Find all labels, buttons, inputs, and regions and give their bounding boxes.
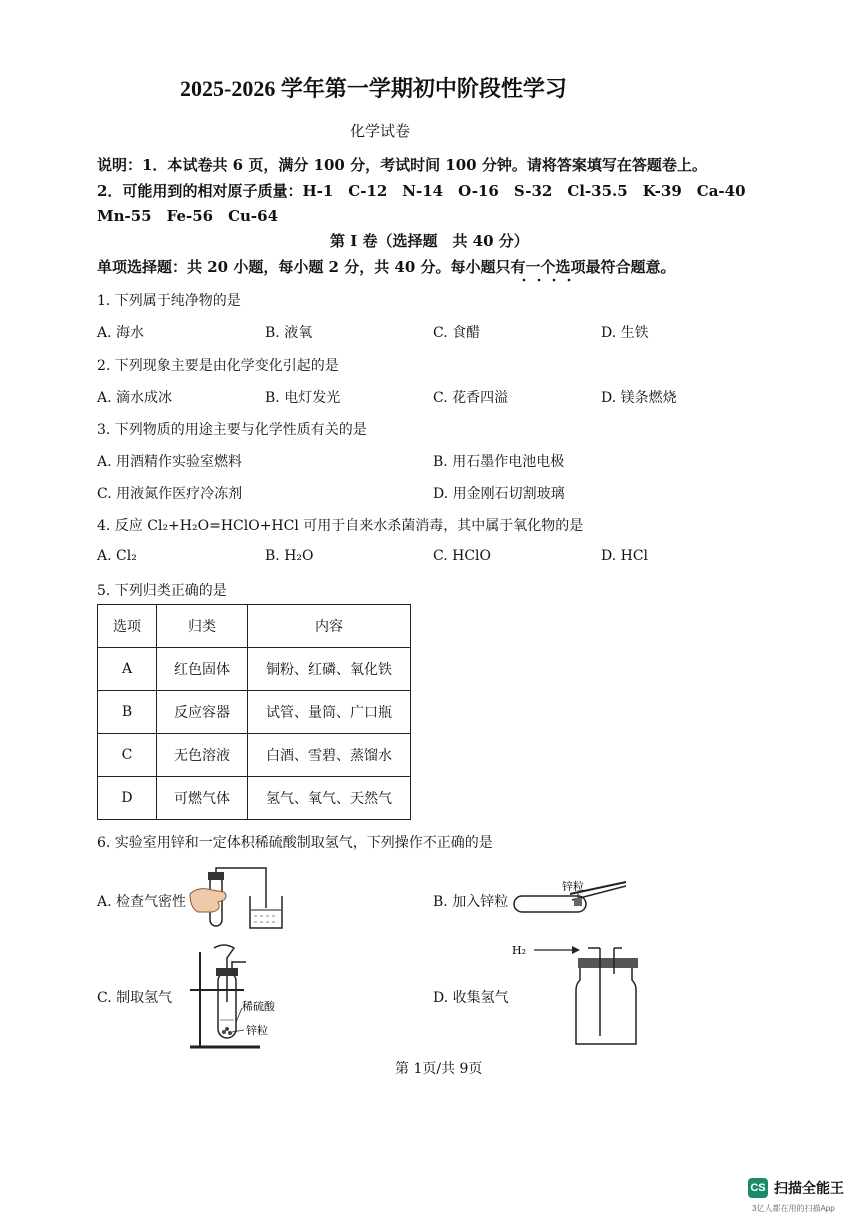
camscanner-logo-icon: CS	[748, 1178, 768, 1198]
q6-option-d: D. 收集氢气	[433, 990, 509, 1006]
q4-option-c: C. HClO	[433, 548, 491, 564]
note-line-2: 2．可能用到的相对原子质量：H-1 C-12 N-14 O-16 S-32 Cl-35.5 K-39 Ca-40	[97, 182, 746, 200]
watermark-name: 扫描全能王	[774, 1180, 844, 1196]
table-row	[98, 648, 411, 691]
zinc-label-b: 锌粒	[562, 880, 584, 893]
table-cell: 反应容器	[157, 691, 248, 734]
q6-option-c: C. 制取氢气	[97, 990, 173, 1006]
q2-stem: 2. 下列现象主要是由化学变化引起的是	[97, 358, 339, 374]
table-header-cell: 归类	[157, 605, 248, 648]
q3-option-a: A. 用酒精作实验室燃料	[97, 454, 243, 470]
table-cell: 红色固体	[157, 648, 248, 691]
table-cell: D	[98, 777, 157, 820]
table-cell: C	[98, 734, 157, 777]
q1-option-d: D. 生铁	[601, 325, 649, 341]
table-header-cell: 内容	[248, 605, 411, 648]
zinc-label-c: 锌粒	[246, 1024, 268, 1037]
table-header-row	[98, 605, 411, 648]
table-cell: 氢气、氧气、天然气	[248, 777, 411, 820]
scanner-watermark	[748, 1178, 844, 1198]
emphasis-dots	[520, 277, 580, 283]
q3-option-c: C. 用液氮作医疗冷冻剂	[97, 486, 243, 502]
q6-option-a: A. 检查气密性	[97, 894, 187, 910]
table-row	[98, 734, 411, 777]
note-line-1: 说明：1．本试卷共 6 页，满分 100 分，考试时间 100 分钟。请将答案填写在答题卷上。	[97, 156, 707, 174]
q6-option-b: B. 加入锌粒	[433, 894, 509, 910]
adding-zinc-figure	[510, 876, 630, 926]
table-row	[98, 691, 411, 734]
page-title: 2025-2026 学年第一学期初中阶段性学习	[180, 76, 567, 101]
watermark-tagline: 3亿人都在用的扫描App	[752, 1204, 835, 1213]
q5-stem: 5. 下列归类正确的是	[97, 583, 227, 599]
q4-option-b: B. H₂O	[265, 548, 314, 564]
table-cell: 白酒、雪碧、蒸馏水	[248, 734, 411, 777]
q1-option-a: A. 海水	[97, 325, 145, 341]
q2-option-b: B. 电灯发光	[265, 390, 341, 406]
table-cell: 试管、量筒、广口瓶	[248, 691, 411, 734]
table-cell: 可燃气体	[157, 777, 248, 820]
page-subtitle: 化学试卷	[350, 122, 411, 140]
table-cell: 铜粉、红磷、氧化铁	[248, 648, 411, 691]
q2-option-d: D. 镁条燃烧	[601, 390, 677, 406]
q3-option-b: B. 用石墨作电池电极	[433, 454, 565, 470]
table-cell: A	[98, 648, 157, 691]
hydrogen-production-apparatus-figure	[180, 942, 290, 1052]
airtightness-apparatus-figure	[188, 866, 284, 932]
q6-stem: 6. 实验室用锌和一定体积稀硫酸制取氢气，下列操作不正确的是	[97, 835, 493, 851]
section-title: 第 I 卷（选择题 共 40 分）	[330, 232, 529, 250]
dilute-acid-label: 稀硫酸	[242, 1000, 275, 1013]
note-line-3: Mn-55 Fe-56 Cu-64	[97, 207, 279, 225]
q5-table	[97, 604, 411, 820]
q1-stem: 1. 下列属于纯净物的是	[97, 293, 241, 309]
q4-option-a: A. Cl₂	[97, 548, 137, 564]
table-row	[98, 777, 411, 820]
h2-label: H₂	[512, 944, 527, 957]
q4-option-d: D. HCl	[601, 548, 649, 564]
table-cell: B	[98, 691, 157, 734]
table-cell: 无色溶液	[157, 734, 248, 777]
q3-option-d: D. 用金刚石切割玻璃	[433, 486, 565, 502]
q3-stem: 3. 下列物质的用途主要与化学性质有关的是	[97, 422, 367, 438]
section-instruction: 单项选择题：共 20 小题，每小题 2 分，共 40 分。每小题只有一个选项最符合题意。	[97, 258, 676, 276]
q2-option-a: A. 滴水成冰	[97, 390, 173, 406]
hydrogen-collection-apparatus-figure	[510, 940, 630, 1048]
q1-option-b: B. 液氧	[265, 325, 313, 341]
q4-stem: 4. 反应 Cl₂+H₂O=HClO+HCl 可用于自来水杀菌消毒，其中属于氧化物的是	[97, 518, 584, 534]
page-number: 第 1页/共 9页	[395, 1061, 483, 1077]
table-header-cell: 选项	[98, 605, 157, 648]
q2-option-c: C. 花香四溢	[433, 390, 509, 406]
q1-option-c: C. 食醋	[433, 325, 481, 341]
